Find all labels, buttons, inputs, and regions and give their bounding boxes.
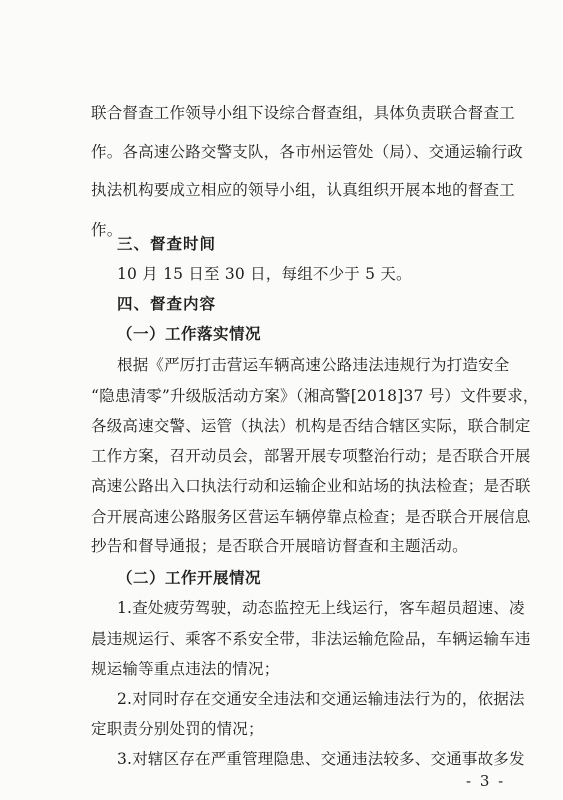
schedule-text: 10 月 15 日至 30 日，每组不少于 5 天。 bbox=[117, 265, 412, 283]
item1-line-3: 规运输等重点违法的情况； bbox=[91, 660, 280, 678]
paragraph2-line-3: 各级高速交警、运管（执法）机构是否结合辖区实际，联合制定 bbox=[91, 417, 531, 435]
paragraph2-line-6: 合开展高速公路服务区营运车辆停靠点检查；是否联合开展信息 bbox=[91, 508, 531, 526]
subsection-heading-1: （一）工作落实情况 bbox=[117, 324, 262, 343]
paragraph2-line-2: “隐患清零”升级版活动方案》（湘高警[2018]37 号）文件要求， bbox=[91, 387, 539, 405]
item1-line-2: 晨违规运行、乘客不系安全带，非法运输危险品，车辆运输车违 bbox=[91, 630, 531, 648]
item2-line-2: 定职责分别处罚的情况； bbox=[91, 720, 264, 738]
paragraph-line-3: 执法机构要成立相应的领导小组，认真组织开展本地的督查工 bbox=[91, 181, 515, 199]
section-heading-time: 三、督查时间 bbox=[117, 235, 217, 253]
paragraph2-line-4: 工作方案，召开动员会，部署开展专项整治行动；是否联合开展 bbox=[91, 447, 531, 465]
item1-line-1: 1.查处疲劳驾驶，动态监控无上线运行，客车超员超速、凌 bbox=[117, 599, 525, 617]
subsection-heading-2: （二）工作开展情况 bbox=[117, 568, 262, 587]
paragraph2-line-1: 根据《严厉打击营运车辆高速公路违法违规行为打造安全 bbox=[117, 356, 510, 374]
item3-line-1: 3.对辖区存在严重管理隐患、交通违法较多、交通事故多发 bbox=[117, 750, 525, 768]
page-number: - 3 - bbox=[466, 772, 506, 790]
paragraph2-line-5: 高速公路出入口执法行动和运输企业和站场的执法检查；是否联 bbox=[91, 477, 531, 495]
paragraph-line-2: 作。各高速公路交警支队，各市州运管处（局）、交通运输行政 bbox=[91, 143, 523, 161]
paragraph2-line-7: 抄告和督导通报；是否联合开展暗访督查和主题活动。 bbox=[91, 537, 468, 555]
paragraph-line-1: 联合督查工作领导小组下设综合督查组，具体负责联合督查工 bbox=[91, 104, 515, 122]
item2-line-1: 2.对同时存在交通安全违法和交通运输违法行为的，依据法 bbox=[117, 690, 525, 708]
paragraph-line-4: 作。 bbox=[91, 221, 123, 239]
section-heading-content: 四、督查内容 bbox=[117, 295, 217, 313]
